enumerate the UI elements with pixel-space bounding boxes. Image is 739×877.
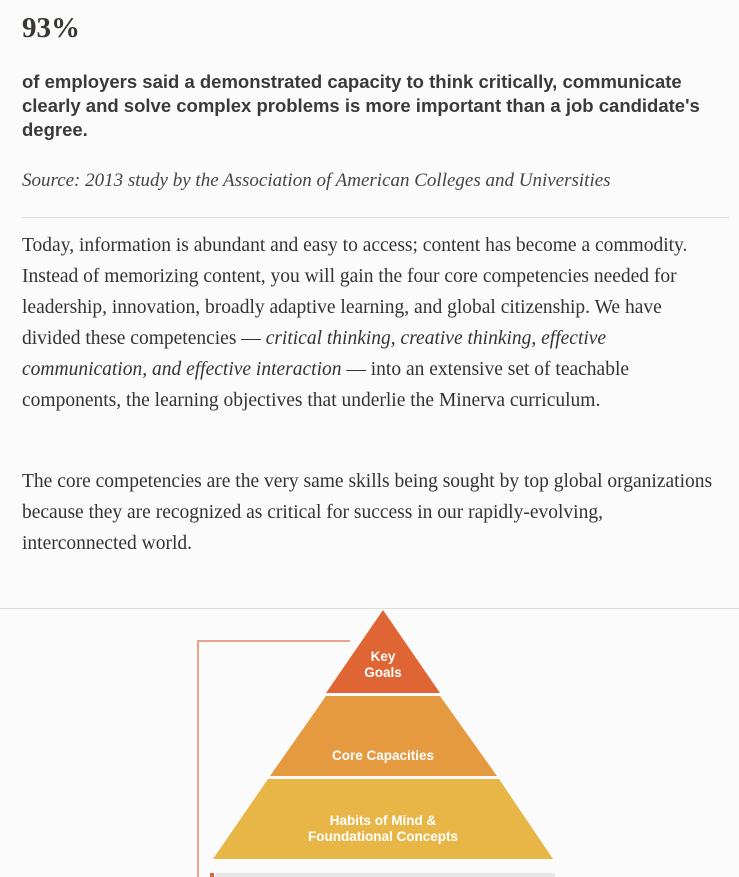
p1-text-end: — into an extensive set of teachable components, the learning objectives that underlie the Minerva curriculum.	[22, 359, 630, 411]
tier-3-label-2: Foundational Concepts	[308, 829, 458, 844]
tier-1-label-2: Goals	[364, 665, 402, 680]
bottom-marker	[210, 873, 214, 877]
stat-claim: of employers said a demonstrated capacity to think critically, communicate clearly and solve complex problems is more important than a job candidate's degree.	[22, 71, 700, 140]
p1-text: Today, information is abundant and easy to access; content has become a commodity. Instead of memorizing content, you will gain the four core competencies needed for leadership, innovation, broadly adaptive learning, and global citizenship. We have divided these competencies —	[22, 235, 688, 349]
tier-1-label-1: Key	[370, 649, 396, 664]
tier-2-label: Core Capacities	[331, 748, 435, 763]
tier-3-label-1: Habits of Mind &	[329, 813, 437, 828]
stat-value: 93%	[22, 12, 80, 44]
body-paragraph-2: The core competencies are the very same skills being sought by top global organizations because they are recognized as critical for success in our rapidly-evolving, interconnected world.	[22, 471, 713, 554]
p1-emphasis: critical thinking, creative thinking, effective communication, and effective interaction	[22, 328, 607, 380]
stat-source: Source: 2013 study by the Association of American Colleges and Universities	[22, 170, 611, 191]
tier-core-capacities[interactable]	[270, 696, 497, 776]
bottom-bar	[215, 873, 555, 877]
